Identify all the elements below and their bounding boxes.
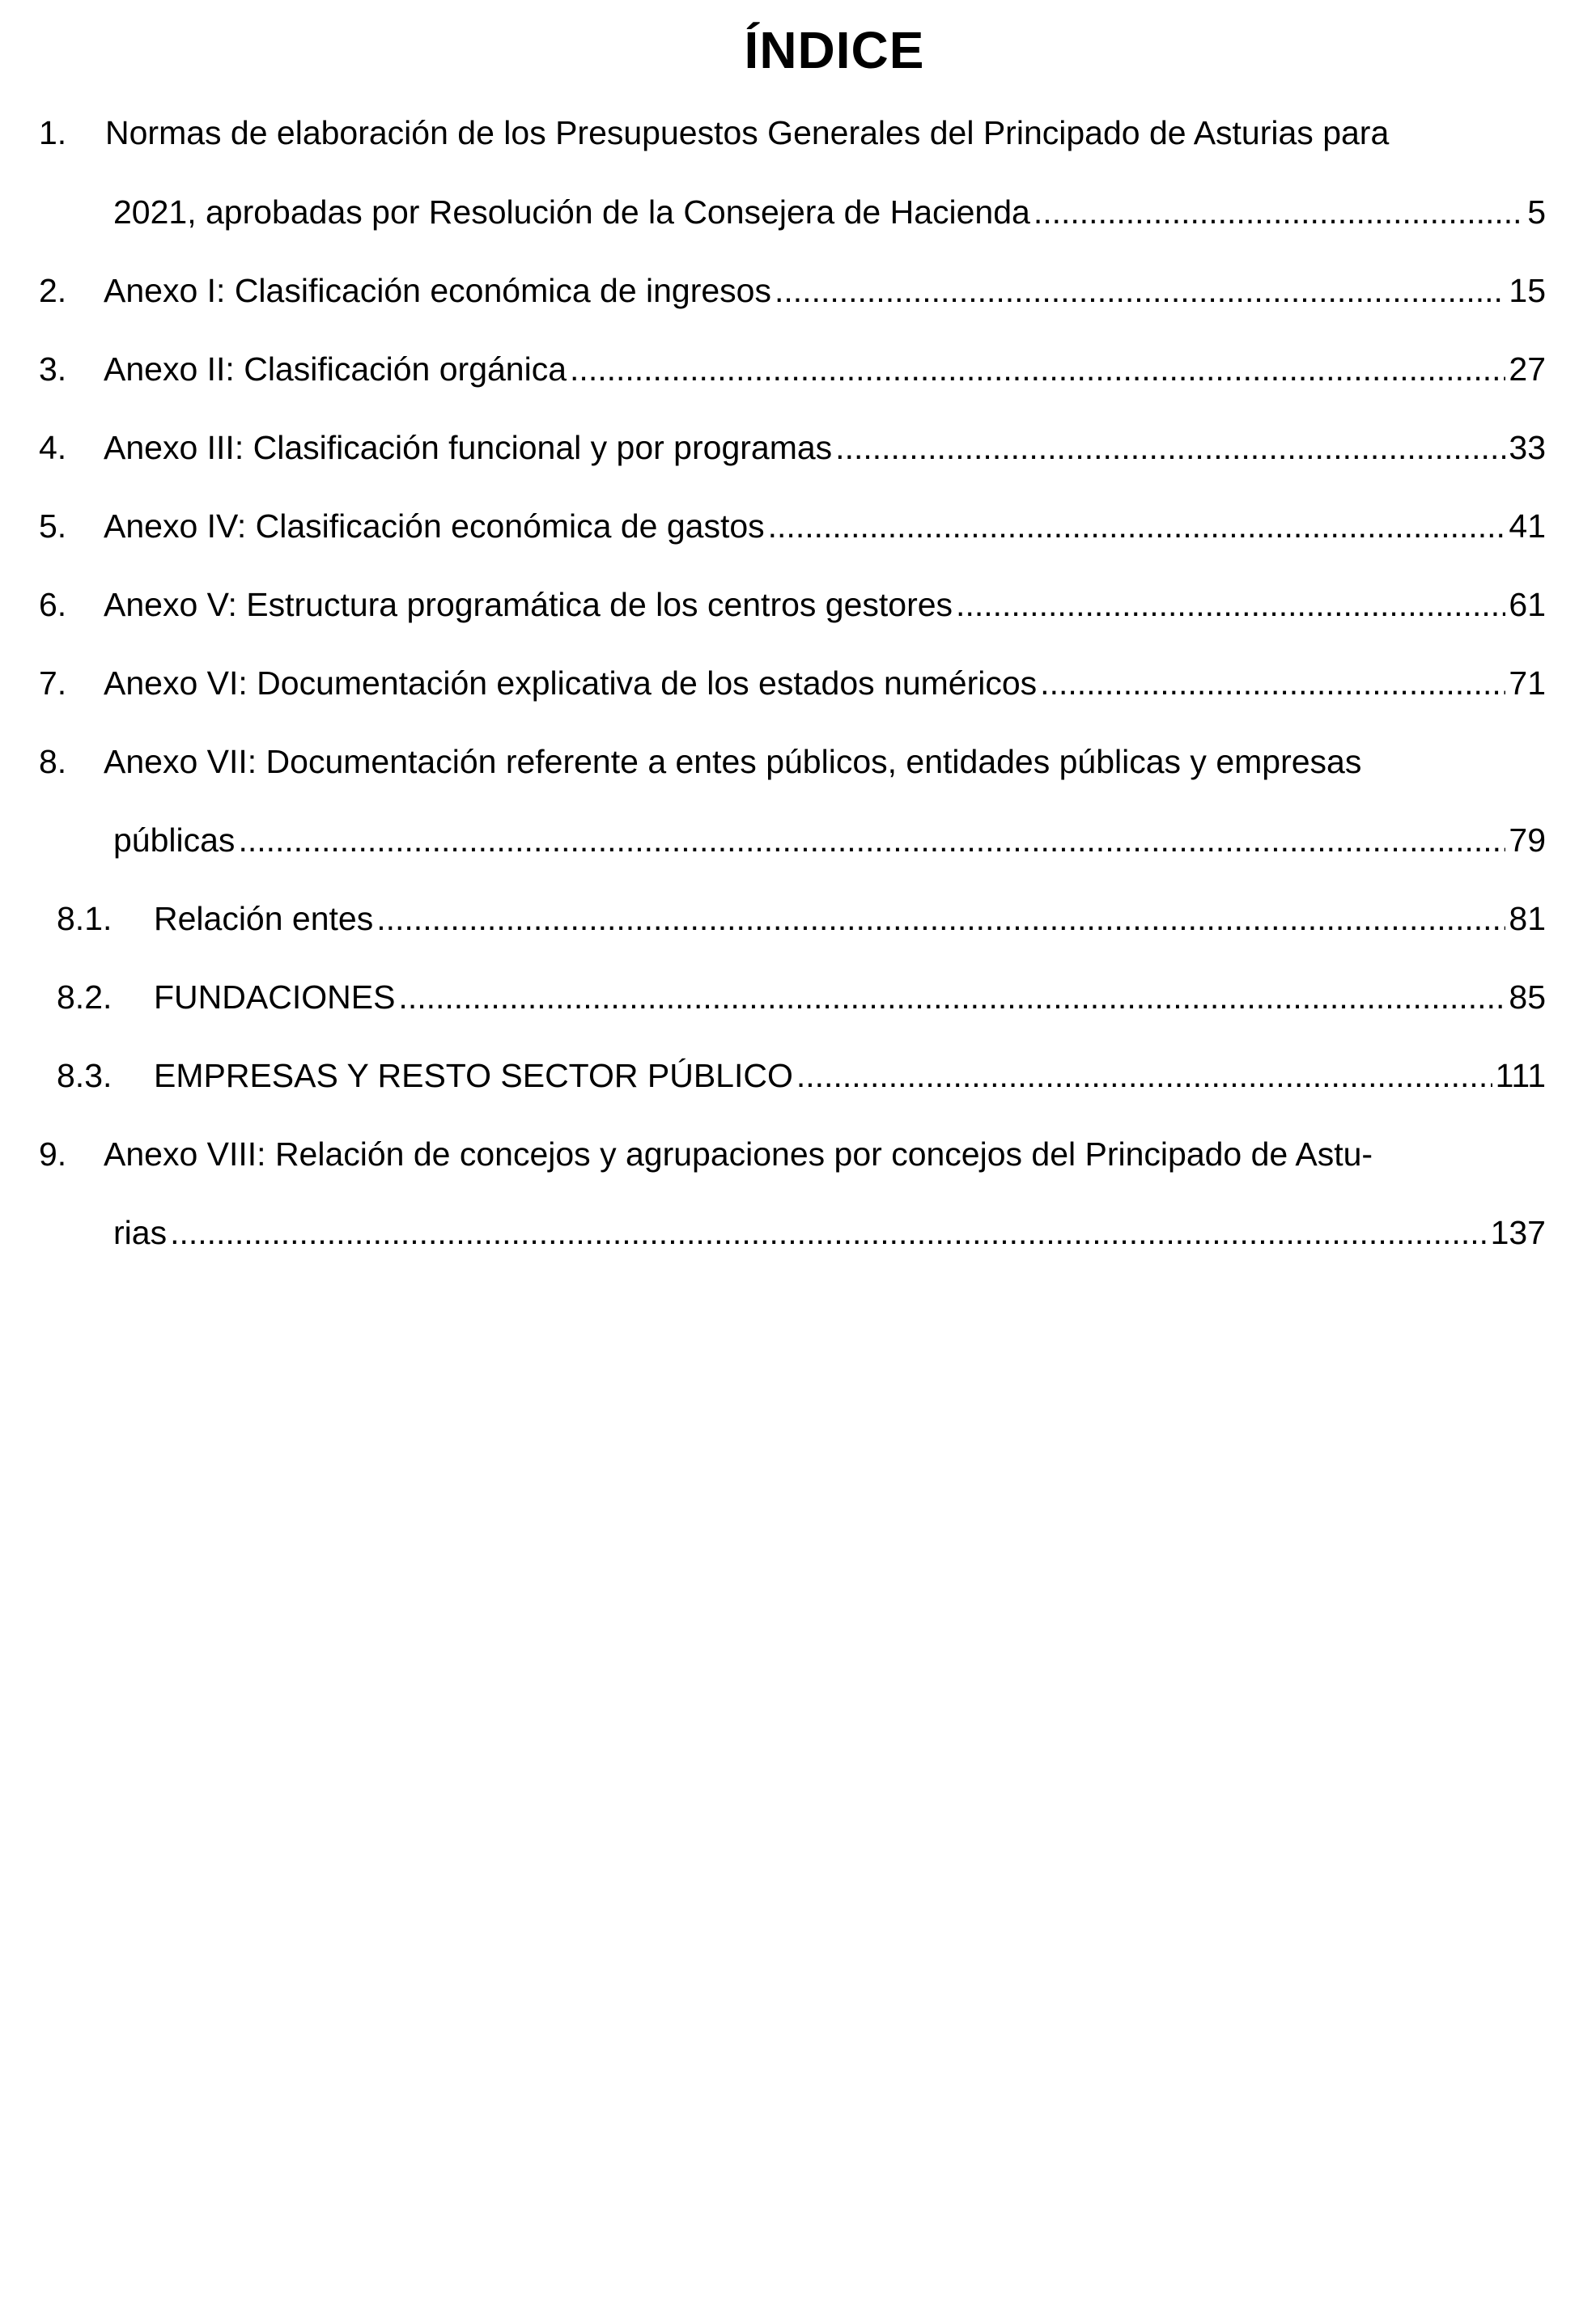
- toc-entry-8-line2[interactable]: [113, 817, 1546, 863]
- dot-leader: [1034, 189, 1524, 235]
- toc-entry-3[interactable]: [39, 346, 1546, 392]
- toc-entry-text[interactable]: 2021, aprobadas por Resolución de la Consejera de Hacienda: [113, 193, 1030, 231]
- toc-entry-7[interactable]: [39, 660, 1546, 706]
- toc-entry-4[interactable]: [39, 425, 1546, 470]
- toc-entry-text[interactable]: EMPRESAS Y RESTO SECTOR PÚBLICO: [154, 1057, 793, 1094]
- toc-page-number: 5: [1527, 193, 1546, 231]
- toc-page-number: 85: [1509, 978, 1546, 1016]
- toc-entry-number: 5.: [39, 507, 67, 545]
- toc-entry-9-line1: [39, 1131, 1536, 1177]
- dot-leader: [376, 896, 1505, 941]
- toc-entry-text[interactable]: rias: [113, 1214, 168, 1251]
- toc-entry-8-2[interactable]: [57, 974, 1546, 1020]
- toc-entry-text[interactable]: Anexo V: Estructura programática de los centros gestores: [104, 586, 953, 623]
- dot-leader: [835, 425, 1505, 470]
- toc-entry-number: 8.3.: [57, 1057, 112, 1094]
- toc-entry-text[interactable]: Anexo II: Clasificación orgánica: [104, 350, 567, 388]
- toc-page-number: 15: [1509, 272, 1546, 309]
- toc-page-number: 41: [1509, 507, 1546, 545]
- toc-entry-text[interactable]: Anexo VII: Documentación referente a entes públicos, entidades públicas y empresas: [104, 743, 1362, 780]
- toc-page-number: 79: [1509, 821, 1546, 859]
- toc-entry-text[interactable]: Relación entes: [154, 900, 374, 937]
- toc-entry-1-line1: [39, 110, 1536, 155]
- dot-leader: [238, 817, 1505, 863]
- toc-entry-number: 1.: [39, 114, 67, 151]
- toc-entry-6[interactable]: [39, 582, 1546, 627]
- toc-entry-number: 3.: [39, 350, 67, 388]
- toc-page-number: 33: [1509, 429, 1546, 466]
- toc-entry-text[interactable]: Anexo I: Clasificación económica de ingresos: [104, 272, 771, 309]
- toc-entry-text[interactable]: Normas de elaboración de los Presupuestos Generales del Principado de Asturias para: [105, 114, 1390, 151]
- toc-entry-number: 9.: [39, 1135, 67, 1173]
- toc-entry-number: 7.: [39, 664, 67, 702]
- toc-entry-text[interactable]: Anexo III: Clasificación funcional y por programas: [104, 429, 833, 466]
- toc-entry-number: 8.: [39, 743, 67, 780]
- dot-leader: [956, 582, 1505, 627]
- dot-leader: [775, 268, 1505, 313]
- toc-entry-number: 8.1.: [57, 900, 112, 937]
- toc-entry-number: 6.: [39, 586, 67, 623]
- toc-page-number: 81: [1509, 900, 1546, 937]
- dot-leader: [1040, 660, 1505, 706]
- toc-entry-number: 8.2.: [57, 978, 112, 1016]
- toc-page-number: 111: [1495, 1057, 1546, 1094]
- toc-entry-8-3[interactable]: [57, 1053, 1546, 1098]
- toc-page-number: 27: [1509, 350, 1546, 388]
- dot-leader: [398, 974, 1505, 1020]
- toc-entry-9-line2[interactable]: [113, 1210, 1546, 1255]
- toc-page-number: 71: [1509, 664, 1546, 702]
- toc-entry-8-line1: [39, 739, 1536, 784]
- toc-entry-1-line2[interactable]: [113, 189, 1546, 235]
- toc-page-number: 61: [1509, 586, 1546, 623]
- toc-entry-number: 2.: [39, 272, 67, 309]
- toc-entry-text[interactable]: Anexo VI: Documentación explicativa de los estados numéricos: [104, 664, 1038, 702]
- dot-leader: [796, 1053, 1492, 1098]
- toc-entry-text[interactable]: Anexo IV: Clasificación económica de gastos: [104, 507, 765, 545]
- toc-entry-5[interactable]: [39, 503, 1546, 549]
- dot-leader: [570, 346, 1505, 392]
- toc-entry-text[interactable]: Anexo VIII: Relación de concejos y agrupaciones por concejos del Principado de Astu-: [104, 1135, 1373, 1173]
- toc-page-number: 137: [1490, 1214, 1546, 1251]
- toc-entry-2[interactable]: [39, 268, 1546, 313]
- dot-leader: [768, 503, 1506, 549]
- dot-leader: [170, 1210, 1488, 1255]
- toc-entry-text[interactable]: públicas: [113, 821, 236, 859]
- page-title: ÍNDICE: [744, 21, 925, 79]
- toc-entry-number: 4.: [39, 429, 67, 466]
- toc-entry-text[interactable]: FUNDACIONES: [154, 978, 396, 1016]
- toc-entry-8-1[interactable]: [57, 896, 1546, 941]
